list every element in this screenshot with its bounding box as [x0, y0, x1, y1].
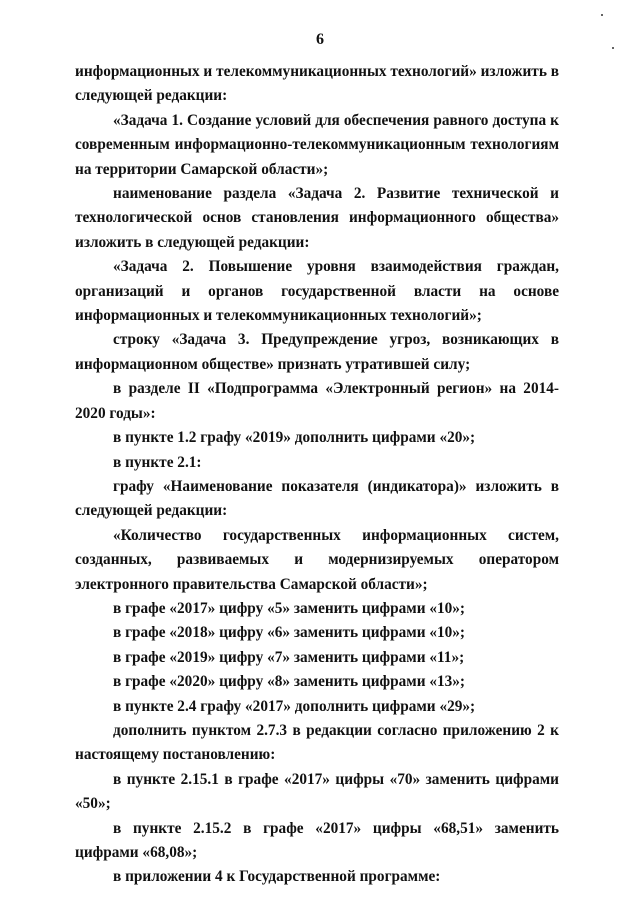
paragraph: в пункте 2.4 графу «2017» дополнить цифрами «29»; [113, 697, 476, 715]
paragraph: в пункте 2.15.1 в графе «2017» цифры «70» заменить цифрами «50»; [75, 770, 559, 813]
paragraph: в разделе II «Подпрограмма «Электронный регион» на 2014-2020 годы»: [75, 380, 559, 422]
paragraph: «Задача 1. Создание условий для обеспечения равного доступа к современным информационно-телекоммуникационным технологиям на территории Самарской области»; [75, 111, 559, 178]
paragraph: в пункте 1.2 графу «2019» дополнить цифрами «20»; [113, 429, 476, 447]
paragraph: в графе «2020» цифру «8» заменить цифрами «13»; [113, 673, 466, 691]
paragraph: графу «Наименование показателя (индикатора)» изложить в следующей редакции: [75, 477, 559, 520]
paragraph: в пункте 2.15.2 в графе «2017» цифры «68,51» заменить цифрами «68,08»; [75, 819, 559, 861]
paragraph: информационных и телекоммуникационных технологий» изложить в следующей редакции: [75, 63, 559, 105]
document-body [75, 60, 559, 890]
paragraph: в приложении 4 к Государственной программе: [113, 868, 441, 886]
paragraph: наименование раздела «Задача 2. Развитие технической и технологической основ становления информационного общества» изложить в следующей редакции: [75, 185, 559, 251]
paragraph: в графе «2018» цифру «6» заменить цифрами «10»; [113, 624, 466, 642]
paragraph: дополнить пунктом 2.7.3 в редакции согласно приложению 2 к настоящему постановлению: [75, 721, 559, 764]
paragraph: «Задача 2. Повышение уровня взаимодействия граждан, организаций и органов государственной власти на основе информационных и телекоммуникационных технологий»; [75, 258, 559, 325]
page-number: 6 [316, 31, 324, 48]
paragraph: в пункте 2.1: [113, 453, 202, 471]
scan-speck [601, 14, 603, 16]
paragraph: в графе «2017» цифру «5» заменить цифрами «10»; [113, 599, 466, 617]
paragraph: в графе «2019» цифру «7» заменить цифрами «11»; [113, 648, 465, 666]
paragraph: строку «Задача 3. Предупреждение угроз, возникающих в информационном обществе» признать утратившей силу; [75, 331, 559, 373]
paragraph: «Количество государственных информационных систем, созданных, развиваемых и модернизируемых оператором электронного правительства Самарской области»; [75, 526, 559, 593]
